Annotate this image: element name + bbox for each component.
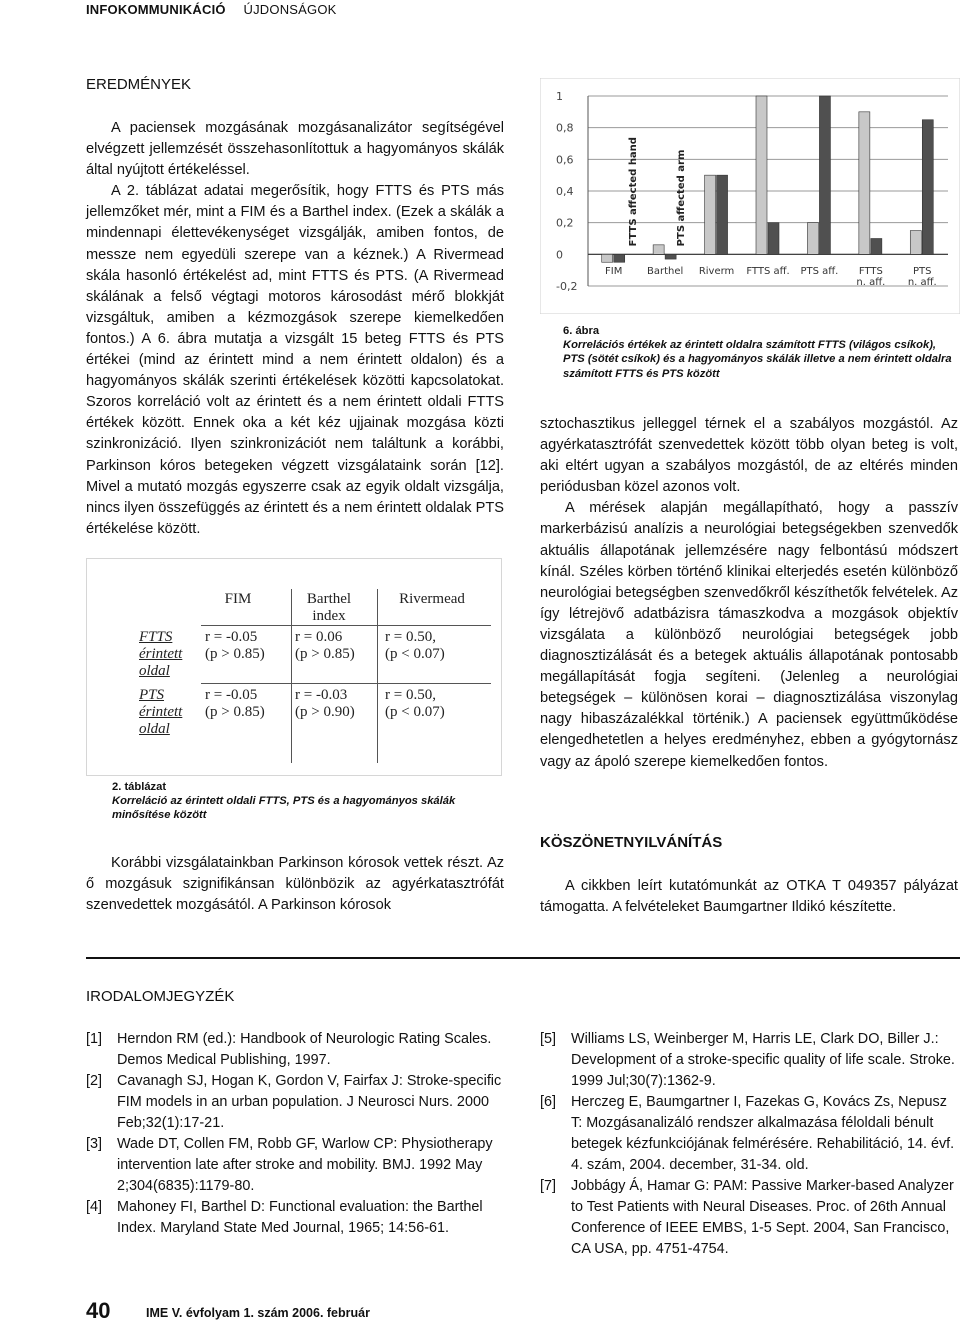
right-body: [540, 414, 958, 773]
bar: [768, 223, 779, 255]
table-col-header-fim: FIM: [224, 591, 252, 607]
header-subsection: ÚJDONSÁGOK: [243, 2, 337, 17]
bar: [871, 239, 882, 255]
table-row-rule: [201, 683, 491, 684]
bar-chart: [540, 78, 960, 314]
bar: [705, 175, 716, 254]
table-cell: r = -0.05 (p > 0.85): [205, 629, 265, 662]
table-header-rule: [201, 625, 491, 626]
left-bottom-text: [86, 853, 504, 916]
x-tick-label: PTS: [913, 266, 932, 277]
reference-item: [4] Mahoney FI, Barthel D: Functional evaluation: the Barthel Index. Maryland State Med Journal, 1965; 14:56-61.: [86, 1199, 483, 1236]
y-tick-label: 0,2: [556, 216, 574, 230]
legend-label: FTTS affected hand: [628, 137, 639, 247]
bar: [807, 223, 818, 255]
results-paragraph-2: A 2. táblázat adatai megerősítik, hogy FTTS és PTS más jellemzőket mér, mint a FIM és a Barthel index. (Ezek a skálák a mindennapi élettevékenységet vizsgálják, amiben fontos, de messze nem egyedüli szerepe van a kéznek.) A Rivermead skála hasonló értékelést ad, mint FTTS és PTS. (A Rivermead skálának a felső végtagi motoros károsodást mérő blokkját vizsgáltuk, amiben a kézmozgások szerepe kiemelkedően fontos.) A 6. ábra mutatja a vizsgált 15 beteg FTTS és PTS értékei (mind az érintett mind a nem érintett oldalon) és a hagyományos skálák szerinti értékelések közötti kapcsolatokat. Szoros korreláció volt az érintett és a nem érintett oldali FTTS értékek között. Ennek oka a két kéz ujjainak mozgása közti szinkronizáció. Ilyen szinkronizációt nem találtunk a korábbi, Parkinson kóros betegeken végzett vizsgálataink során [12]. Mivel a mutató mozgás egyszerre csak az egyik oldalt vizsgálja, nincs ilyen összefüggés az érintett és a nem érintett oldalak PTS értékelése között.: [86, 183, 504, 537]
table-2-caption-number: 2. táblázat: [112, 781, 167, 793]
reference-item: [1] Herndon RM (ed.): Handbook of Neurologic Rating Scales. Demos Medical Publishing, 1997.: [86, 1031, 492, 1068]
bar: [922, 120, 933, 255]
x-tick-label: Barthel: [646, 266, 684, 277]
bar: [910, 231, 921, 255]
y-tick-label: -0,2: [556, 280, 578, 293]
table-2-caption-text: Korreláció az érintett oldali FTTS, PTS és a hagyományos skálák minősítése között: [112, 795, 456, 822]
table-row-header-ftts: FTTS érintett oldal: [139, 629, 183, 679]
reference-item: [3] Wade DT, Collen FM, Robb GF, Warlow CP: Physiotherapy intervention late after stroke and mobility. BMJ. 1992 May 2;304(6835):1179-80.: [86, 1136, 493, 1194]
x-tick-label: Riverm: [698, 266, 735, 277]
x-tick-label: FTTS aff.: [746, 266, 790, 277]
reference-item: [7] Jobbágy Á, Hamar G: PAM: Passive Marker-based Analyzer to Test Patients with Neural Diseases. Proc. of 26th Annual Conference of IEEE EMBS, 1-5 Sept. 2004, San Francisco, CA USA, pp. 4751-4754.: [540, 1178, 954, 1257]
acknowledgement-heading: KÖSZÖNETNYILVÁNÍTÁS: [540, 834, 723, 851]
section-divider: [86, 957, 960, 959]
table-2-caption: [112, 780, 508, 823]
bar: [819, 96, 830, 254]
figure-6-chart: [540, 78, 960, 314]
chart-frame: [540, 78, 960, 314]
table-cell: r = 0.50, (p < 0.07): [385, 629, 445, 662]
x-tick-label: FTTS: [858, 266, 883, 277]
y-tick-label: 1: [556, 90, 563, 103]
results-body: [86, 118, 504, 540]
table-cell: r = -0.03 (p > 0.90): [295, 687, 355, 720]
results-paragraph-1: A paciensek mozgásának mozgásanalizátor segítségével elvégzett jellemzését összehasonlítottuk a hagyományos skálák által nyújtott értékeléssel.: [86, 120, 504, 179]
reference-item: [2] Cavanagh SJ, Hogan K, Gordon V, Fairfax J: Stroke-specific FIM models in an urban population. J Neurosci Nurs. 2000 Feb;32(1):17-21.: [86, 1073, 502, 1131]
x-tick-label: PTS aff.: [800, 266, 839, 277]
bar: [653, 245, 664, 255]
table-col-header-rivermead: Rivermead: [399, 591, 465, 607]
figure-6-caption: [563, 324, 959, 381]
references-heading: IRODALOMJEGYZÉK: [86, 988, 235, 1005]
journal-info: IME V. évfolyam 1. szám 2006. február: [146, 1306, 370, 1320]
legend-label: PTS affected arm: [676, 149, 687, 247]
x-tick-label: n. aff.: [856, 277, 886, 288]
table-2: [86, 558, 502, 776]
y-tick-label: 0: [556, 248, 563, 262]
table-col-header-barthel: Barthel index: [306, 591, 352, 624]
x-tick-label: FIM: [605, 266, 623, 277]
bar: [717, 175, 728, 254]
y-tick-label: 0,6: [556, 153, 574, 167]
running-header: [86, 2, 337, 17]
bar: [665, 254, 676, 259]
table-cell: r = 0.50, (p < 0.07): [385, 687, 445, 720]
references-left: [86, 1029, 506, 1239]
results-heading: EREDMÉNYEK: [86, 76, 192, 93]
table-cell: r = 0.06 (p > 0.85): [295, 629, 355, 662]
right-paragraph-2: A mérések alapján megállapítható, hogy a passzív markerbázisú analízis a neurológiai betegségekben szenvedők aktuális állapotának jellemzésére nagy felbontású módszert kínál. Széles körben történő klinikai elterjedés esetén különböző neurológiai betegségben szenvedőkről készíthetők felvételek. Az így létrejövő adatbázisra támaszkodva a mozgások objektív vizsgálata a különböző neurológiai betegségek jobb diagnosztizálását és a betegek aktuális állapotának pontosabb megállapítását fogja segíteni. (Jelenleg a neurológiai betegségek – különösen korai – diagnosztizálása viszonylag nagy hibaszázalékkal történik.) A paciensek együttműködése elengedhetetlen a helyes eredményhez, ebben a gyógytornász vagy az ápoló szerepe kiemelkedően fontos.: [540, 500, 958, 770]
table-col-divider-2: [377, 589, 378, 763]
references-right: [540, 1029, 960, 1260]
bar: [614, 254, 625, 262]
page-number: 40: [86, 1298, 111, 1323]
reference-item: [6] Herczeg E, Baumgartner I, Fazekas G, Kovács Zs, Nepusz T: Mozgásanalizáló rendszer alkalmazása féloldali bénult betegek kézfunkciójának felmérésére. Rehabilitáció, 14. évf. 4. szám, 2004. december, 31-34. old.: [540, 1094, 955, 1173]
y-tick-label: 0,8: [556, 121, 574, 135]
x-tick-label: n. aff.: [907, 277, 937, 288]
figure-6-caption-number: 6. ábra: [563, 325, 600, 337]
acknowledgement-body: [540, 876, 958, 918]
bar: [756, 96, 767, 254]
acknowledgement-text: A cikkben leírt kutatómunkát az OTKA T 049357 pályázat támogatta. A felvételeket Baumgartner Ildikó készítette.: [540, 878, 958, 916]
y-tick-label: 0,4: [556, 185, 574, 198]
right-paragraph-1: sztochasztikus jelleggel térnek el a szabályos mozgástól. Az agyérkatasztrófát szenvedettek között több olyan beteg is volt, aki eltért ugyan a szabályos mozgástól, de az eltérés minden periódusban közel azonos volt.: [540, 416, 958, 496]
figure-6-caption-text: Korrelációs értékek az érintett oldalra számított FTTS (világos csíkok), PTS (sötét csíkok) és a hagyományos skálák illetve a nem érintett oldalra számított FTTS és PTS között: [563, 339, 952, 380]
header-section: INFOKOMMUNIKÁCIÓ: [86, 2, 226, 17]
bar: [859, 112, 870, 255]
bar: [602, 254, 613, 262]
table-col-divider-1: [291, 589, 292, 763]
reference-item: [5] Williams LS, Weinberger M, Harris LE, Clark DO, Biller J.: Development of a stroke-specific quality of life scale. Stroke. 1999 Jul;30(7):1362-9.: [540, 1031, 955, 1089]
table-row-header-pts: PTS érintett oldal: [139, 687, 183, 737]
table-cell: r = -0.05 (p > 0.85): [205, 687, 265, 720]
left-bottom-paragraph: Korábbi vizsgálatainkban Parkinson kórosok vettek részt. Az ő mozgásuk szignifikánsan különbözik az agyérkatasztrófát szenvedettek mozgásától. A Parkinson kórosok: [86, 855, 504, 914]
